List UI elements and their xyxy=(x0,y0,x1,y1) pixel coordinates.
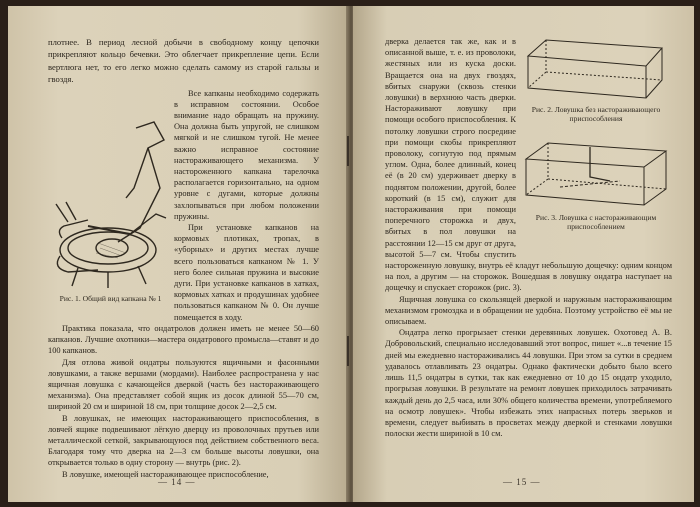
book-spread xyxy=(8,6,694,502)
figure-1 xyxy=(48,118,173,303)
figure-2 xyxy=(520,36,672,123)
box-trap-setter-illustration xyxy=(520,137,670,209)
left-paragraph-with-setter: В ловушке, имеющей настораживающее приспособление, xyxy=(62,469,269,479)
left-paragraph-box-trap: Для отлова живой ондатры пользуются ящичными и фасонными ловушками, а также вершами (мордами). Наиболее распространена у нас ящичная ловушка с качающейся дверкой (часть без настораживающего механизма). Она представляет собой ящик из досок длиной 55—70 см, шириной 20 см и шириной 18 см, при толщине досок 2—2,5 см. xyxy=(48,357,319,412)
left-paragraph-no-setter: В ловушках, не имеющих настораживающего приспособления, в ловчей ящике подвешивают лёгкую дверцу из проволочных прутьев или металлической сеткой, закрывающуюся под действием собственного веса. Благодаря тому что дверка на 2—3 см больше высоты ловушки, она открывается только в одну сторону — внутрь (рис. 2). xyxy=(48,413,319,468)
figure-2-caption: Рис. 2. Ловушка без настораживающего приспособления xyxy=(531,105,661,124)
right-page xyxy=(353,6,694,502)
figure-3 xyxy=(520,137,672,230)
left-paragraph-practice: Практика показала, что ондатролов должен иметь не менее 50—60 капканов. Лучшие охотники—мастера ондатрового промысла—ставят и до 100 капканов. xyxy=(48,323,319,356)
left-paragraph-setting: При установке капканов на кормовых плотиках, тропах, в «уборных» и других местах лучше всего пользоваться капканом № 1. У него более сильная пружина и высокие дуги. При установке капканов в хатках, кормовых хатках и продушинах удобнее пользоваться капканом № 0. Он лучше помещается в ходу. xyxy=(174,223,319,322)
left-wrap-column xyxy=(174,88,319,323)
left-page-number: — 14 — xyxy=(158,476,196,487)
figure-1-caption: Рис. 1. Общий вид капкана № 1 xyxy=(59,294,162,304)
right-intro-paragraph: дверка делается так же, как и в описанной выше, т. е. из проволоки, жестяных или из куска доски. Вращается она на двух гвоздях, вбитых снаружи (сквозь стенки ловушки) в верхнюю часть дверки. Настораживают ловушку при помощи особого приспособления. К потолку ловушки строго посредине при помощи скобы прикрепляют проволоку, согнутую под прямым углом. Одна, более длинный, конец её (в 20 см) удерживает дверку в поднятом положении, другой, более короткий (в 15 см), служит для настораживания при помощи поперечного сторожка и двух, вбитых в пол ловушки на расстоянии 12—15 см друг от друга, высотой 5—7 см. Чтобы спустить настороженную ловушку, внутрь её кладут небольшую дощечку: одним концом на пол, а другим — на сторожок. Вошедшая в ловушку ондатра наступает на дощечку и спускает сторожок (рис. 3). xyxy=(385,37,672,293)
right-figures-column xyxy=(520,36,672,258)
figure-3-caption: Рис. 3. Ловушка с настораживающим приспособлением xyxy=(535,212,657,231)
trap-illustration xyxy=(48,118,173,293)
right-paragraph-sliding-door: Ящичная ловушка со скользящей дверкой и наружным настораживающим механизмом громоздка и в обращении не удобна. Поэтому устройство её мы не описываем. xyxy=(385,294,672,327)
right-page-number: — 15 — xyxy=(503,476,541,487)
left-intro-paragraph: плотнее. В период лесной добычи в свободному концу цепочки прикрепляют кольцо бечевки. Это облегчает прикрепление цепи. Если вертлюга нет, то его легко можно сделать самому из старой гальзы и гвоздя. xyxy=(48,37,319,85)
box-trap-open-illustration xyxy=(520,36,670,102)
left-paragraph-springs: Все капканы необходимо содержать в исправном состоянии. Особое внимание надо обращать на пружину. Она должна быть упругой, не слишком мягкой и не слишком тугой. Не менее важно исправное состояние настораживающего механизма. У настороженного капкана тарелочка располагается горизонтально, на одном уровне с дугами, которые должны захлопываться при любом положении пружины. xyxy=(174,88,319,221)
right-paragraph-gnawing: Ондатра легко прогрызает стенки деревянных ловушек. Охотовед А. В. Добровольский, специально исследовавший этот вопрос, пишет «...в течение 15 дней мы ежедневно настораживались 44 ловушки. При этом за сутки в среднем удавалось отлавливать 23 ондатры. Однако фактически добыто было всего лишь 11,5 ондатры в сутки, так как ежедневно от 10 до 15 ондатр уходило, прогрызая ловушки. В результате на ремонт ловушек приходилось затрачивать каждый день до 2,5 часа, или 30% общего количества времени, употребляемого на осмотр ловушек». Чтобы избежать этих напрасных потерь зверьков и времени, следует выбивать в просветах между дверкой и стенками ловушки полоски жести шириной в 10 см. xyxy=(385,328,672,439)
left-page xyxy=(8,6,349,502)
